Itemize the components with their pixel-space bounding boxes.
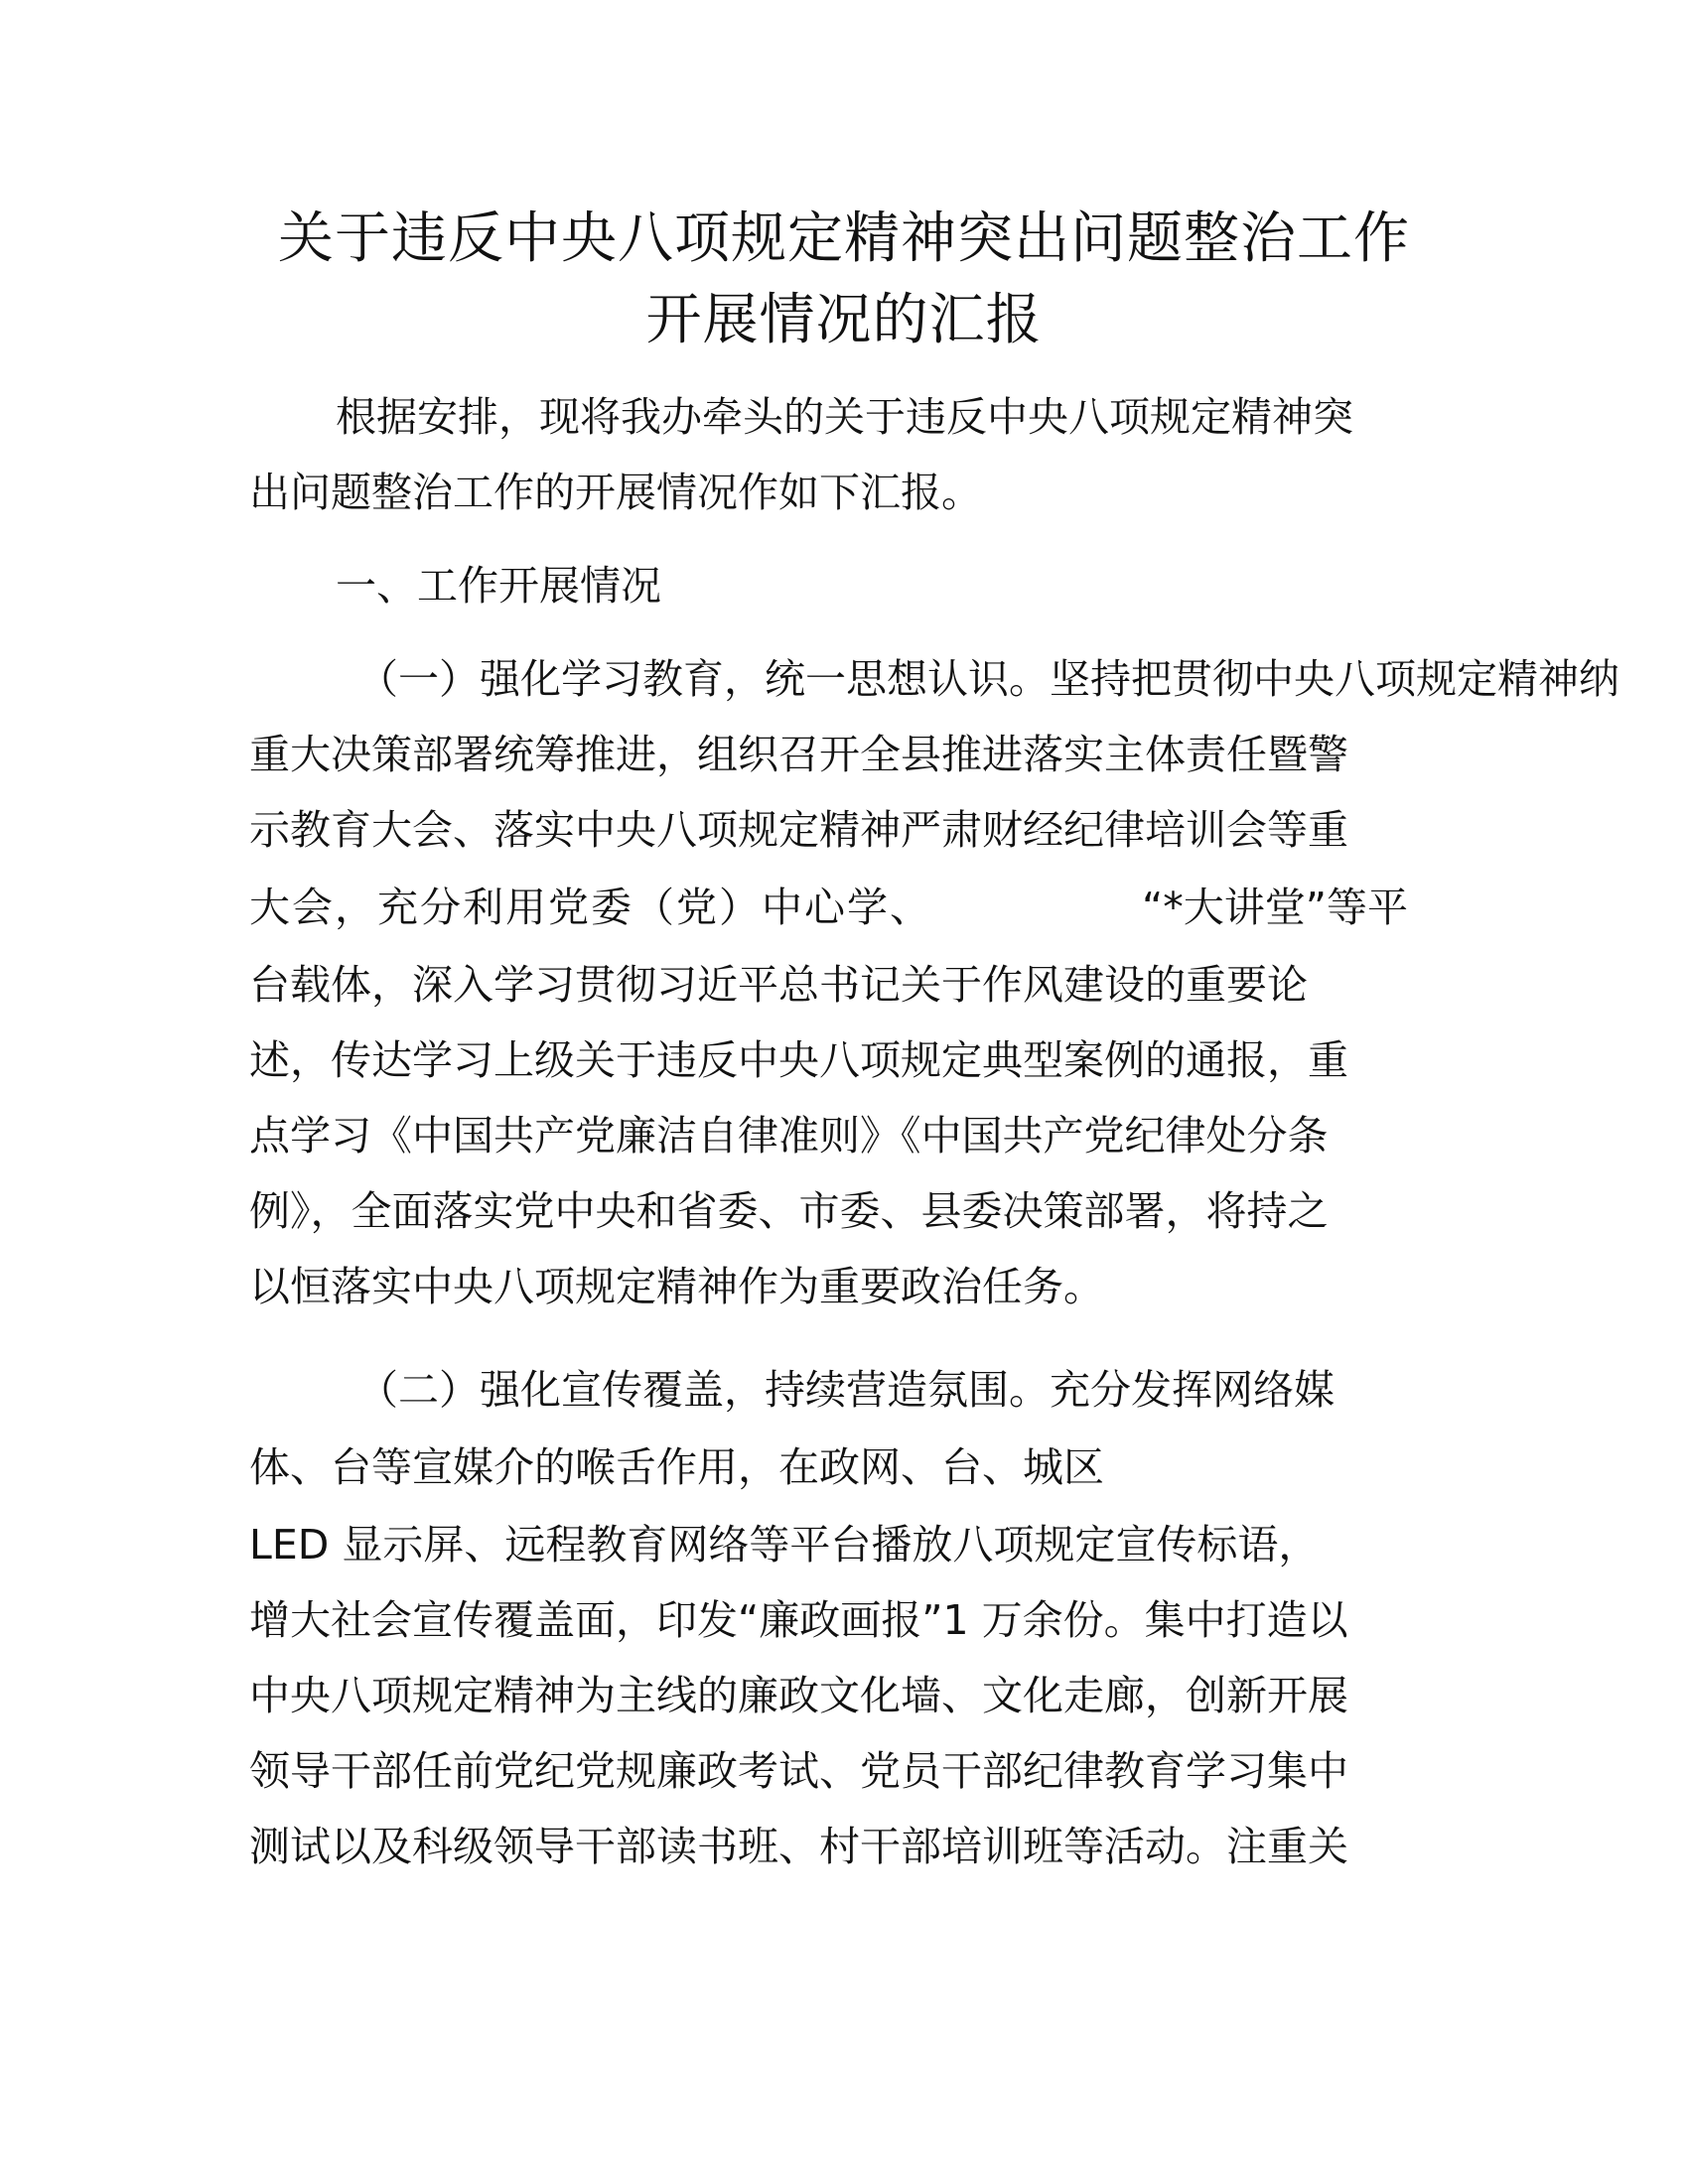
para2-line-2: 体、台等宣媒介的喉舌作用，在政网、台、城区 [249, 1443, 1104, 1491]
para1-line-3: 示教育大会、落实中央八项规定精神严肃财经纪律培训会等重 [249, 806, 1348, 854]
para2-line-1: （二）强化宣传覆盖，持续营造氛围。充分发挥网络媒 [357, 1366, 1335, 1414]
intro-line-2: 出问题整治工作的开展情况作如下汇报。 [249, 469, 982, 516]
para2-line-5: 中央八项规定精神为主线的廉政文化墙、文化走廊，创新开展 [249, 1672, 1348, 1719]
para1-line-1: （一）强化学习教育，统一思想认识。坚持把贯彻中央八项规定精神纳 [357, 655, 1619, 703]
para2-line-4: 增大社会宣传覆盖面，印发“廉政画报”1 万余份。集中打造以 [249, 1596, 1348, 1644]
section-heading-1: 一、工作开展情况 [336, 562, 661, 610]
para1-line-9: 以恒落实中央八项规定精神作为重要政治任务。 [249, 1263, 1104, 1310]
title-line-1: 关于违反中央八项规定精神突出问题整治工作 [278, 206, 1410, 271]
title-line-2: 开展情况的汇报 [645, 288, 1043, 352]
intro-line-1: 根据安排，现将我办牵头的关于违反中央八项规定精神突 [336, 393, 1353, 441]
para2-line-3: LED 显示屏、远程教育网络等平台播放八项规定宣传标语， [249, 1521, 1320, 1569]
para1-line-6: 述，传达学习上级关于违反中央八项规定典型案例的通报，重 [249, 1036, 1348, 1084]
para1-line-2: 重大决策部署统筹推进，组织召开全县推进落实主体责任暨警 [249, 731, 1348, 778]
para2-line-6: 领导干部任前党纪党规廉政考试、党员干部纪律教育学习集中 [249, 1747, 1348, 1795]
para1-line-7: 点学习《中国共产党廉洁自律准则》《中国共产党纪律处分条 [249, 1112, 1329, 1160]
para2-line-7: 测试以及科级领导干部读书班、村干部培训班等活动。注重关 [249, 1823, 1348, 1870]
para1-line-4b: “*大讲堂”等平 [1142, 884, 1408, 931]
para1-line-4a: 大会，充分利用党委（党）中心学、 [249, 884, 932, 931]
document-title [199, 199, 1489, 361]
para1-line-8: 例》，全面落实党中央和省委、市委、县委决策部署，将持之 [249, 1187, 1329, 1235]
para1-line-5: 台载体，深入学习贯彻习近平总书记关于作风建设的重要论 [249, 961, 1308, 1009]
